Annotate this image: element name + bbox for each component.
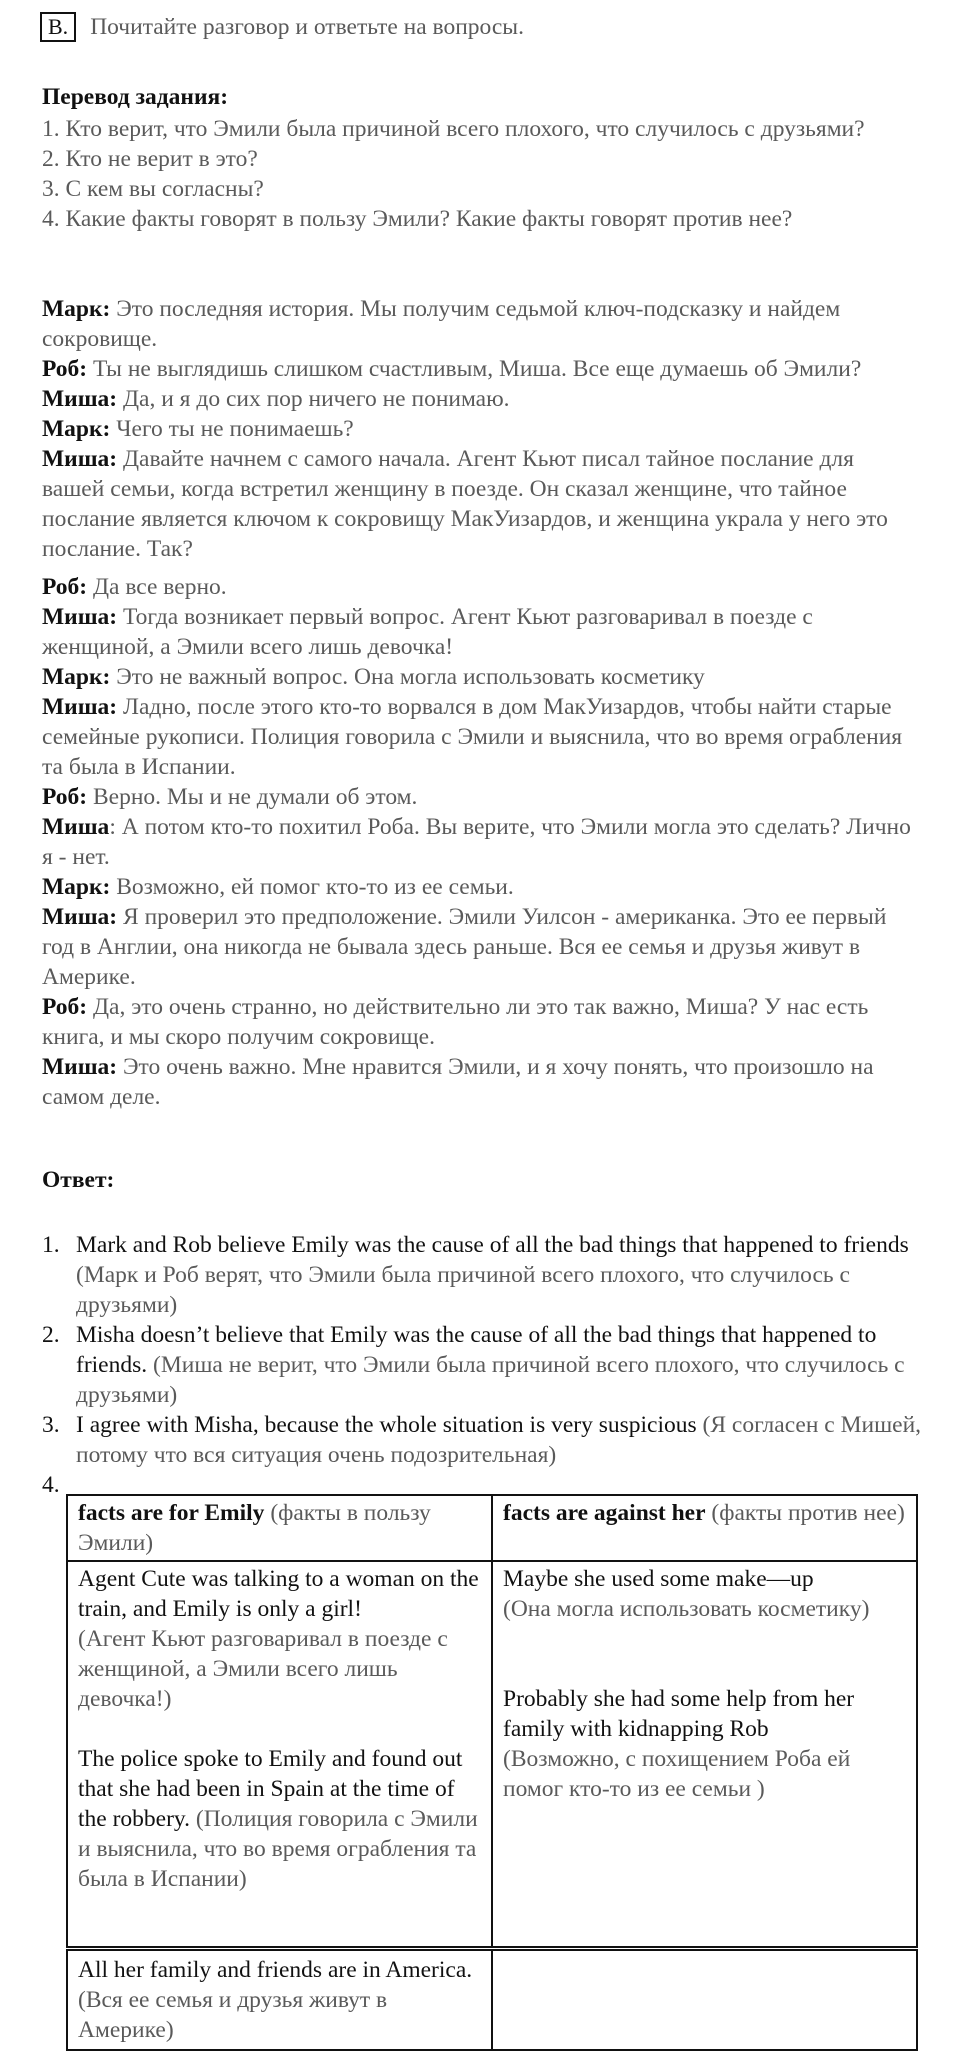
table-row bbox=[67, 1561, 917, 1947]
dialog-line bbox=[42, 992, 922, 1052]
exercise-label: B. bbox=[40, 12, 76, 42]
exercise-header bbox=[40, 12, 524, 42]
dialog-line bbox=[42, 1052, 922, 1112]
answer-russian: (Марк и Роб верят, что Эмили была причиной всего плохого, что случилось с друзьями) bbox=[76, 1262, 850, 1318]
fact-en: Probably she had some help from her family with kidnapping Rob bbox=[503, 1686, 855, 1742]
fact-en: All her family and friends are in America. bbox=[78, 1957, 473, 1983]
line-text: Да все верно. bbox=[87, 574, 227, 600]
task-list bbox=[42, 114, 922, 234]
answer-number: 3. bbox=[42, 1412, 60, 1438]
fact-ru: (Полиция говорила с Эмили и выяснила, что во время ограбления та была в Испании) bbox=[78, 1806, 478, 1892]
speaker: Роб: bbox=[42, 356, 88, 382]
line-text: Давайте начнем с самого начала. Агент Кьют писал тайное послание для вашей семьи, когда встретил женщину в поезде. Он сказал женщине, что тайное послание является ключом к сокровищу МакУизардов, и женщина украла у него это послание. Так? bbox=[42, 446, 888, 562]
fact-ru: (Вся ее семья и друзья живут в Америке) bbox=[78, 1987, 388, 2043]
speaker: Роб: bbox=[42, 994, 88, 1020]
extra-against-cell bbox=[492, 1950, 917, 2050]
speaker: Марк: bbox=[42, 416, 111, 442]
header-cell-against bbox=[492, 1495, 917, 1561]
answer-item bbox=[42, 1410, 922, 1470]
line-text: Это последняя история. Мы получим седьмой ключ-подсказку и найдем сокровище. bbox=[42, 296, 841, 352]
dialog-line bbox=[42, 872, 922, 902]
answer-item bbox=[42, 1230, 922, 1320]
answer-list bbox=[42, 1230, 922, 1498]
dialog-line bbox=[42, 414, 922, 444]
header-for-en: facts are for Emily bbox=[78, 1500, 265, 1526]
line-text: Возможно, ей помог кто-то из ее семьи. bbox=[110, 874, 514, 900]
fact-ru: (Возможно, с похищением Роба ей помог кто-то из ее семьи ) bbox=[503, 1746, 851, 1802]
speaker: Миша: bbox=[42, 446, 118, 472]
line-text: Да, это очень странно, но действительно ли это так важно, Миша? У нас есть книга, и мы скоро получим сокровище. bbox=[42, 994, 869, 1050]
speaker: Марк: bbox=[42, 664, 111, 690]
task-item: 3. С кем вы согласны? bbox=[42, 176, 264, 202]
fact-en: Maybe she used some make—up bbox=[503, 1566, 814, 1592]
answer-russian: (Я согласен с Мишей, потому что вся ситуация очень подозрительная) bbox=[76, 1412, 922, 1468]
facts-for-cell bbox=[67, 1561, 492, 1947]
line-text: Ты не выглядишь слишком счастливым, Миша. Все еще думаешь об Эмили? bbox=[87, 356, 862, 382]
dialog-line bbox=[42, 812, 922, 872]
line-text: Это не важный вопрос. Она могла использовать косметику bbox=[110, 664, 705, 690]
line-text: Чего ты не понимаешь? bbox=[110, 416, 354, 442]
answer-english: Mark and Rob believe Emily was the cause of all the bad things that happened to friends bbox=[76, 1232, 909, 1258]
dialog-line bbox=[42, 384, 922, 414]
speaker: Марк: bbox=[42, 296, 111, 322]
speaker: Роб: bbox=[42, 574, 88, 600]
line-text: : А потом кто-то похитил Роба. Вы верите, что Эмили могла это сделать? Лично я - нет. bbox=[42, 814, 911, 870]
speaker: Миша: bbox=[42, 694, 118, 720]
answer-english: Misha doesn’t believe that Emily was the cause of all the bad things that happened to friends. bbox=[76, 1322, 877, 1378]
answer-number: 1. bbox=[42, 1232, 60, 1258]
line-text: Верно. Мы и не думали об этом. bbox=[87, 784, 418, 810]
fact-item bbox=[78, 1744, 481, 1894]
speaker: Миша bbox=[42, 814, 110, 840]
answer-number: 2. bbox=[42, 1322, 60, 1348]
fact-ru: (Агент Кьют разговаривал в поезде с женщиной, а Эмили всего лишь девочка!) bbox=[78, 1626, 448, 1712]
fact-ru: (Она могла использовать косметику) bbox=[503, 1596, 870, 1622]
speaker: Миша: bbox=[42, 904, 118, 930]
answer-number: 4. bbox=[42, 1472, 60, 1498]
line-text: Тогда возникает первый вопрос. Агент Кьют разговаривал в поезде с женщиной, а Эмили всего лишь девочка! bbox=[42, 604, 813, 660]
speaker: Миша: bbox=[42, 386, 118, 412]
fact-en: The police spoke to Emily and found out that she had been in Spain at the time of the robbery. bbox=[78, 1746, 463, 1832]
answer-english: I agree with Misha, because the whole situation is very suspicious bbox=[76, 1412, 697, 1438]
facts-table-extra bbox=[66, 1949, 918, 2051]
answer-title: Ответ: bbox=[42, 1167, 115, 1193]
facts-against-cell bbox=[492, 1561, 917, 1947]
task-item: 4. Какие факты говорят в пользу Эмили? Какие факты говорят против нее? bbox=[42, 206, 793, 232]
task-item: 1. Кто верит, что Эмили была причиной всего плохого, что случилось с друзьями? bbox=[42, 116, 865, 142]
answer-item bbox=[42, 1320, 922, 1410]
dialog-line bbox=[42, 782, 922, 812]
fact-en: Agent Cute was talking to a woman on the train, and Emily is only a girl! bbox=[78, 1566, 479, 1622]
header-cell-for bbox=[67, 1495, 492, 1561]
table-row bbox=[67, 1950, 917, 2050]
dialog bbox=[42, 294, 922, 1112]
dialog-line bbox=[42, 662, 922, 692]
dialog-line bbox=[42, 692, 922, 782]
facts-table bbox=[66, 1494, 918, 1948]
header-against-en: facts are against her bbox=[503, 1500, 706, 1526]
line-text: Я проверил это предположение. Эмили Уилсон - американка. Это ее первый год в Англии, она никогда не бывала здесь раньше. Вся ее семья и друзья живут в Америке. bbox=[42, 904, 887, 990]
header-for-ru: (факты в пользу Эмили) bbox=[78, 1500, 431, 1556]
task-title: Перевод задания: bbox=[42, 84, 229, 110]
extra-for-cell bbox=[67, 1950, 492, 2050]
speaker: Миша: bbox=[42, 604, 118, 630]
table-header-row bbox=[67, 1495, 917, 1561]
dialog-line bbox=[42, 294, 922, 354]
line-text: Это очень важно. Мне нравится Эмили, и я хочу понять, что произошло на самом деле. bbox=[42, 1054, 874, 1110]
speaker: Марк: bbox=[42, 874, 111, 900]
speaker: Миша: bbox=[42, 1054, 118, 1080]
dialog-line bbox=[42, 602, 922, 662]
line-text: Да, и я до сих пор ничего не понимаю. bbox=[117, 386, 510, 412]
header-against-ru: (факты против нее) bbox=[705, 1500, 905, 1526]
speaker: Роб: bbox=[42, 784, 88, 810]
task-item: 2. Кто не верит в это? bbox=[42, 146, 258, 172]
dialog-line bbox=[42, 444, 922, 564]
exercise-instruction: Почитайте разговор и ответьте на вопросы. bbox=[90, 14, 524, 40]
dialog-line bbox=[42, 354, 922, 384]
line-text: Ладно, после этого кто-то ворвался в дом МакУизардов, чтобы найти старые семейные рукописи. Полиция говорила с Эмили и выяснила, что во время ограбления та была в Испании. bbox=[42, 694, 903, 780]
dialog-line bbox=[42, 902, 922, 992]
dialog-line bbox=[42, 572, 922, 602]
answer-russian: (Миша не верит, что Эмили была причиной всего плохого, что случилось с друзьями) bbox=[76, 1352, 905, 1408]
